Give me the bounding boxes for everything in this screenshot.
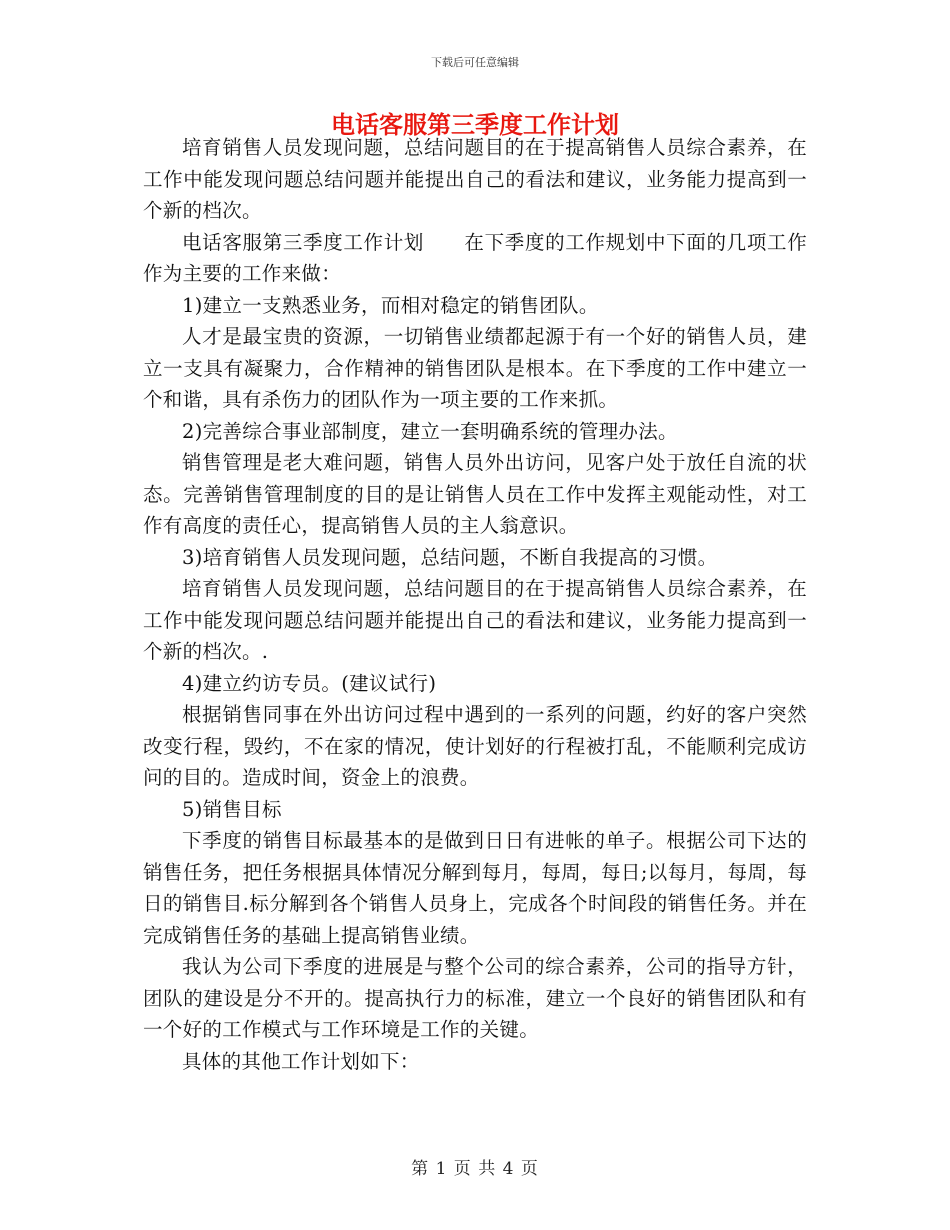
paragraph: 具体的其他工作计划如下： (182, 1049, 420, 1073)
document-body (143, 132, 807, 1077)
list-heading: 4)建立约访专员。(建议试行) (182, 671, 437, 695)
paragraph: 我认为公司下季度的进展是与整个公司的综合素养，公司的指导方针，团队的建设是分不开的。提高执行力的标准，建立一个良好的销售团队和有一个好的工作模式与工作环境是工作的关键。 (143, 955, 807, 1041)
list-heading: 3)培育销售人员发现问题，总结问题，不断自我提高的习惯。 (182, 545, 718, 569)
header-note: 下载后可任意编辑 (431, 56, 519, 69)
paragraph: 人才是最宝贵的资源，一切销售业绩都起源于有一个好的销售人员，建立一支具有凝聚力，合作精神的销售团队是根本。在下季度的工作中建立一个和谐，具有杀伤力的团队作为一项主要的工作来抓。 (143, 325, 807, 411)
paragraph: 根据销售同事在外出访问过程中遇到的一系列的问题，约好的客户突然改变行程，毁约，不在家的情况，使计划好的行程被打乱，不能顺利完成访问的目的。造成时间，资金上的浪费。 (143, 703, 807, 789)
paragraph: 电话客服第三季度工作计划 在下季度的工作规划中下面的几项工作作为主要的工作来做： (143, 230, 807, 285)
list-heading: 1)建立一支熟悉业务，而相对稳定的销售团队。 (182, 293, 599, 317)
list-heading: 5)销售目标 (182, 797, 282, 821)
page-number-footer: 第 1 页 共 4 页 (411, 1159, 539, 1179)
paragraph: 销售管理是老大难问题，销售人员外出访问，见客户处于放任自流的状态。完善销售管理制度的目的是让销售人员在工作中发挥主观能动性，对工作有高度的责任心，提高销售人员的主人翁意识。 (143, 451, 807, 537)
list-heading: 2)完善综合事业部制度，建立一套明确系统的管理办法。 (182, 419, 678, 443)
paragraph: 培育销售人员发现问题，总结问题目的在于提高销售人员综合素养，在工作中能发现问题总结问题并能提出自己的看法和建议，业务能力提高到一个新的档次。 (143, 136, 807, 222)
paragraph: 培育销售人员发现问题，总结问题目的在于提高销售人员综合素养，在工作中能发现问题总结问题并能提出自己的看法和建议，业务能力提高到一个新的档次。. (143, 577, 807, 663)
paragraph: 下季度的销售目标最基本的是做到日日有进帐的单子。根据公司下达的销售任务，把任务根据具体情况分解到每月，每周，每日;以每月，每周，每日的销售目.标分解到各个销售人员身上，完成各个时间段的销售任务。并在完成销售任务的基础上提高销售业绩。 (143, 829, 807, 947)
document-title: 电话客服第三季度工作计划 (331, 110, 619, 139)
